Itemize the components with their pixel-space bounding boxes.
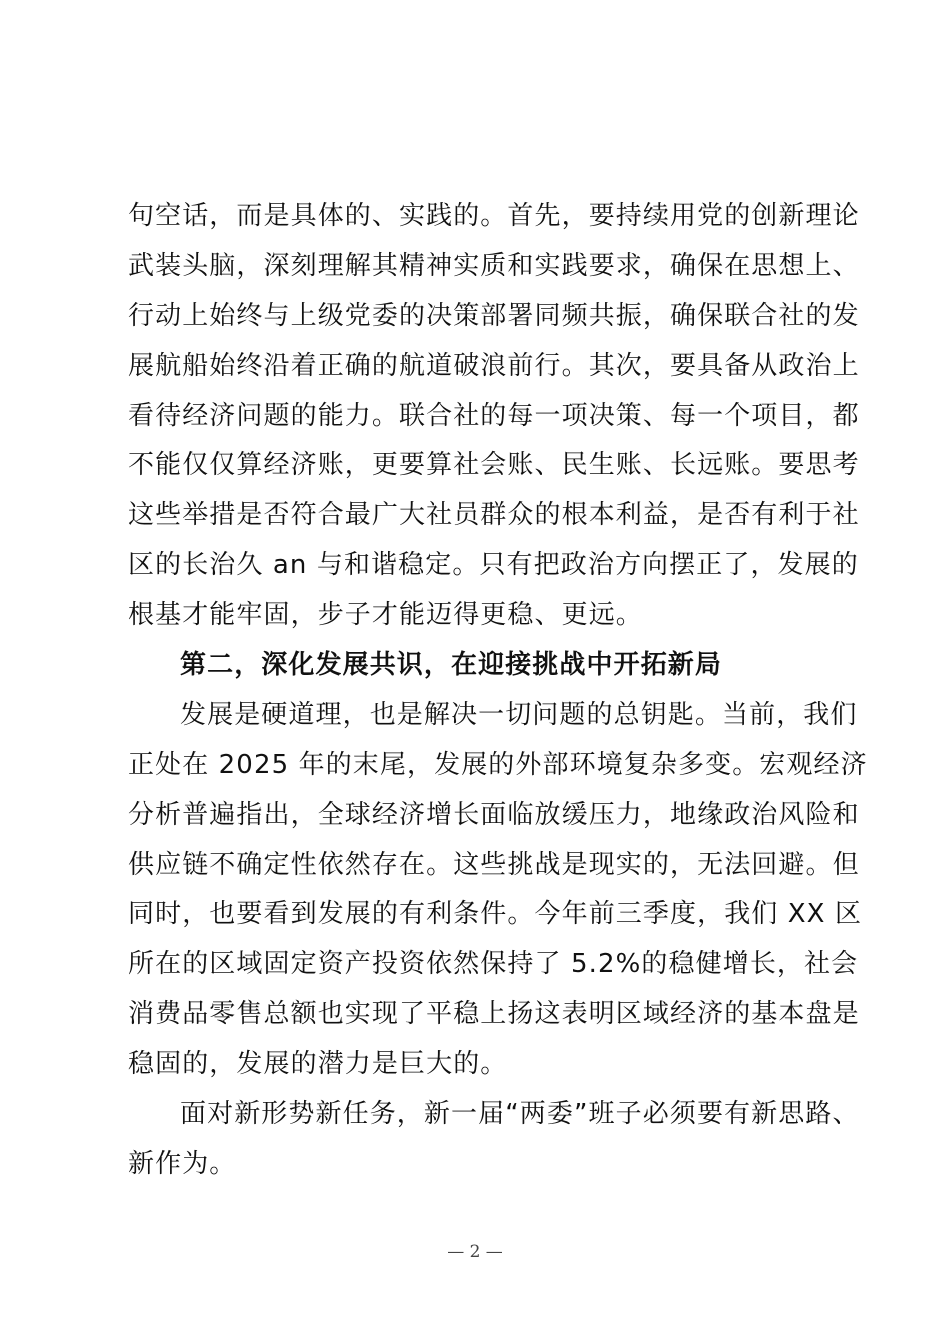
text-line: 根基才能牢固，步子才能迈得更稳、更远。 xyxy=(128,600,643,631)
page-number: — 2 — xyxy=(447,1242,503,1262)
paragraph-2 xyxy=(128,691,868,1090)
text-line: 区的长治久 an 与和谐稳定。只有把政治方向摆正了，发展的 xyxy=(128,550,859,581)
text-line: 行动上始终与上级党委的决策部署同频共振，确保联合社的发 xyxy=(128,300,860,331)
text-line: 正处在 2025 年的末尾，发展的外部环境复杂多变。宏观经济 xyxy=(128,749,868,780)
text-line: 面对新形势新任务，新一届“两委”班子必须要有新思路、 xyxy=(180,1099,860,1130)
text-line: 所在的区域固定资产投资依然保持了 5.2%的稳健增长，社会 xyxy=(128,949,859,980)
paragraph-1 xyxy=(128,192,860,641)
section-heading: 第二，深化发展共识，在迎接挑战中开拓新局 xyxy=(180,650,723,681)
text-line: 展航船始终沿着正确的航道破浪前行。其次，要具备从政治上 xyxy=(128,350,860,381)
text-line: 武装头脑，深刻理解其精神实质和实践要求，确保在思想上、 xyxy=(128,250,860,281)
text-line: 发展是硬道理，也是解决一切问题的总钥匙。当前，我们 xyxy=(180,699,858,730)
text-line: 分析普遍指出，全球经济增长面临放缓压力，地缘政治风险和 xyxy=(128,799,860,830)
text-line: 这些举措是否符合最广大社员群众的根本利益，是否有利于社 xyxy=(128,500,860,531)
text-line: 消费品零售总额也实现了平稳上扬这表明区域经济的基本盘是 xyxy=(128,999,860,1030)
text-line: 同时，也要看到发展的有利条件。今年前三季度，我们 XX 区 xyxy=(128,899,863,930)
text-line: 看待经济问题的能力。联合社的每一项决策、每一个项目，都 xyxy=(128,400,860,431)
text-line: 不能仅仅算经济账，更要算社会账、民生账、长远账。要思考 xyxy=(128,450,860,481)
text-line: 稳固的，发展的潜力是巨大的。 xyxy=(128,1049,508,1080)
text-line: 供应链不确定性依然存在。这些挑战是现实的，无法回避。但 xyxy=(128,849,860,880)
text-line: 句空话，而是具体的、实践的。首先，要持续用党的创新理论 xyxy=(128,201,860,231)
paragraph-3 xyxy=(128,1090,860,1190)
document-body xyxy=(128,192,868,1190)
text-line: 新作为。 xyxy=(128,1148,237,1179)
